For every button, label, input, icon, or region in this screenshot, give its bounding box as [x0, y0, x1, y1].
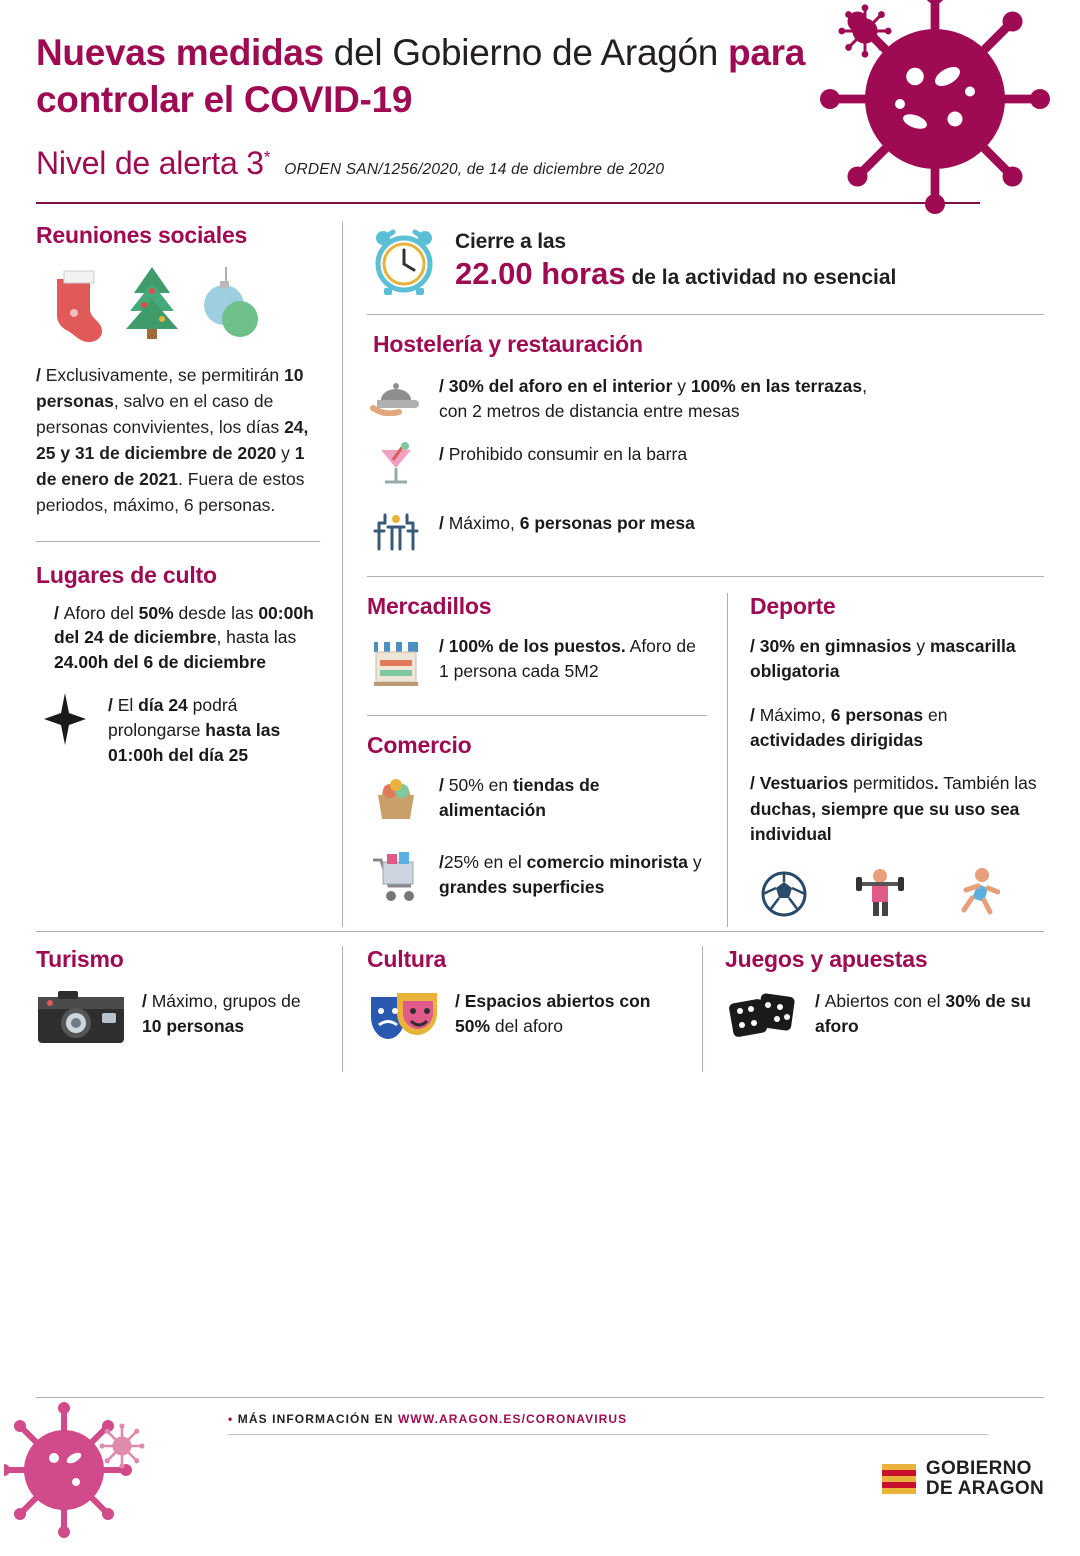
hosteleria-item-1	[367, 372, 1044, 424]
shopping-basket-icon	[367, 771, 425, 832]
theatre-masks-icon	[367, 987, 441, 1052]
culto-item-1	[36, 599, 320, 676]
christmas-icons-row	[36, 263, 320, 343]
closing-line2	[455, 256, 896, 292]
camera-icon	[36, 987, 128, 1054]
hosteleria-item-2	[367, 440, 1044, 493]
deporte-column	[727, 593, 1044, 927]
title-part-2: del Gobierno de Aragón	[323, 32, 729, 73]
right-divider-1	[367, 314, 1044, 315]
turismo-text: / Máximo, grupos de 10 personas	[142, 990, 301, 1036]
content-grid	[36, 222, 1044, 927]
star-sparkle-icon	[36, 691, 94, 752]
aragon-flag-icon	[882, 1464, 916, 1494]
closing-line1: Cierre a las	[455, 230, 566, 254]
soccer-ball-icon	[760, 870, 808, 918]
juegos-block	[702, 946, 1044, 1072]
mercadillos-item	[367, 632, 707, 697]
header	[36, 0, 1044, 204]
deporte-icons-row	[750, 866, 1044, 918]
hosteleria-item-3	[367, 509, 1044, 558]
comercio-item-1-text: / 50% en tiendas de alimentación	[439, 774, 600, 820]
shopping-cart-icon	[367, 848, 425, 911]
footer-info-label: MÁS INFORMACIÓN EN	[237, 1412, 398, 1426]
footer-info	[228, 1412, 627, 1426]
hosteleria-item-1-text: / 30% del aforo en el interior y 100% en las terrazas, con 2 metros de distancia entre mesas	[439, 376, 867, 422]
closing-rest: de la actividad no esencial	[631, 266, 897, 290]
footer-thin-rule	[228, 1434, 988, 1435]
cultura-text: / Espacios abiertos con 50% del aforo	[455, 990, 651, 1036]
deporte-item-2: / Máximo, 6 personas en actividades dirigidas	[750, 704, 948, 751]
coronavirus-footer-small-icon	[96, 1420, 148, 1472]
right-divider-2	[367, 576, 1044, 577]
section-title-hosteleria: Hostelería y restauración	[373, 331, 643, 358]
left-column	[36, 222, 342, 927]
christmas-bauble-icon	[200, 263, 262, 343]
bottom-divider	[36, 931, 1044, 932]
comercio-item-2-text: /25% en el comercio minorista y grandes superficies	[439, 851, 702, 897]
cocktail-icon	[367, 440, 425, 493]
title-part-1: Nuevas medidas	[36, 32, 324, 73]
comercio-item-2	[367, 848, 707, 911]
gov-line-1: GOBIERNO	[925, 1457, 1032, 1479]
coronavirus-small-icon	[836, 2, 894, 60]
page-title	[36, 30, 866, 123]
reuniones-text: / Exclusivamente, se permitirán 10 personas, salvo en el caso de personas convivientes, los días 24, 25 y 31 de diciembre de 2020 y 1 de enero de 2021. Fuera de estos periodos, máximo, 6 personas.	[36, 365, 309, 515]
cultura-block	[342, 946, 702, 1072]
section-title-reuniones: Reuniones sociales	[36, 222, 248, 249]
culto-item-2-text: / El día 24 podrá prolongarse hasta las 01:00h del día 25	[108, 695, 281, 765]
juegos-item	[725, 987, 1044, 1056]
culto-item-1-text: / Aforo del 50% desde las 00:00h del 24 de diciembre, hasta las 24.00h del 6 de diciembre	[54, 602, 314, 673]
gov-line-2: DE ARAGON	[925, 1478, 1044, 1500]
section-title-mercadillos: Mercadillos	[367, 592, 492, 619]
deporte-item-1: / 30% en gimnasios y mascarilla obligatoria	[750, 635, 1016, 682]
hosteleria-item-3-text: / Máximo, 6 personas por mesa	[439, 512, 695, 533]
alert-level-text: Nivel de alerta 3	[36, 145, 264, 182]
title-part-3: para controlar el COVID-19	[36, 32, 806, 120]
section-title-cultura: Cultura	[367, 945, 447, 972]
footer-bullet: •	[228, 1412, 234, 1426]
juegos-text: / Abiertos con el 30% de su aforo	[815, 990, 1031, 1036]
market-stall-icon	[367, 632, 425, 697]
section-title-juegos: Juegos y apuestas	[725, 945, 928, 972]
section-title-turismo: Turismo	[36, 945, 124, 972]
government-logo	[882, 1459, 1044, 1500]
alert-level	[36, 145, 270, 182]
footer-url[interactable]: WWW.ARAGON.ES/CORONAVIRUS	[397, 1412, 628, 1426]
deporte-item-3: / Vestuarios permitidos. También las duchas, siempre que su uso sea individual	[750, 773, 1037, 845]
christmas-stocking-icon	[50, 265, 104, 343]
alert-level-asterisk: *	[263, 147, 271, 167]
christmas-tree-icon	[120, 263, 184, 343]
table-chairs-icon	[367, 509, 425, 558]
order-reference: ORDEN SAN/1256/2020, de 14 de diciembre de 2020	[284, 161, 665, 179]
mid-left-divider	[367, 715, 707, 716]
alarm-clock-icon	[371, 226, 437, 296]
comercio-item-1	[367, 771, 707, 832]
turismo-block	[36, 946, 342, 1072]
food-tray-icon	[367, 372, 425, 421]
government-text	[926, 1459, 1044, 1500]
weightlifting-icon	[854, 866, 906, 918]
closing-hours: 22.00 horas	[455, 256, 626, 292]
section-title-comercio: Comercio	[367, 731, 472, 758]
section-title-culto: Lugares de culto	[36, 561, 217, 588]
bottom-row	[36, 946, 1044, 1072]
section-title-deporte: Deporte	[750, 592, 836, 619]
right-column	[342, 222, 1044, 927]
hosteleria-item-2-text: / Prohibido consumir en la barra	[439, 443, 688, 464]
culto-item-2	[36, 691, 320, 768]
footer	[0, 1378, 1080, 1528]
mid-left-column	[367, 593, 727, 927]
dice-icon	[725, 987, 801, 1056]
mid-two-columns	[367, 593, 1044, 927]
cultura-item	[367, 987, 682, 1052]
left-divider-1	[36, 541, 320, 542]
closing-text	[455, 230, 896, 292]
turismo-item	[36, 987, 322, 1054]
running-icon	[952, 866, 1000, 918]
mercadillos-text: / 100% de los puestos. Aforo de 1 persona cada 5M2	[439, 635, 696, 681]
